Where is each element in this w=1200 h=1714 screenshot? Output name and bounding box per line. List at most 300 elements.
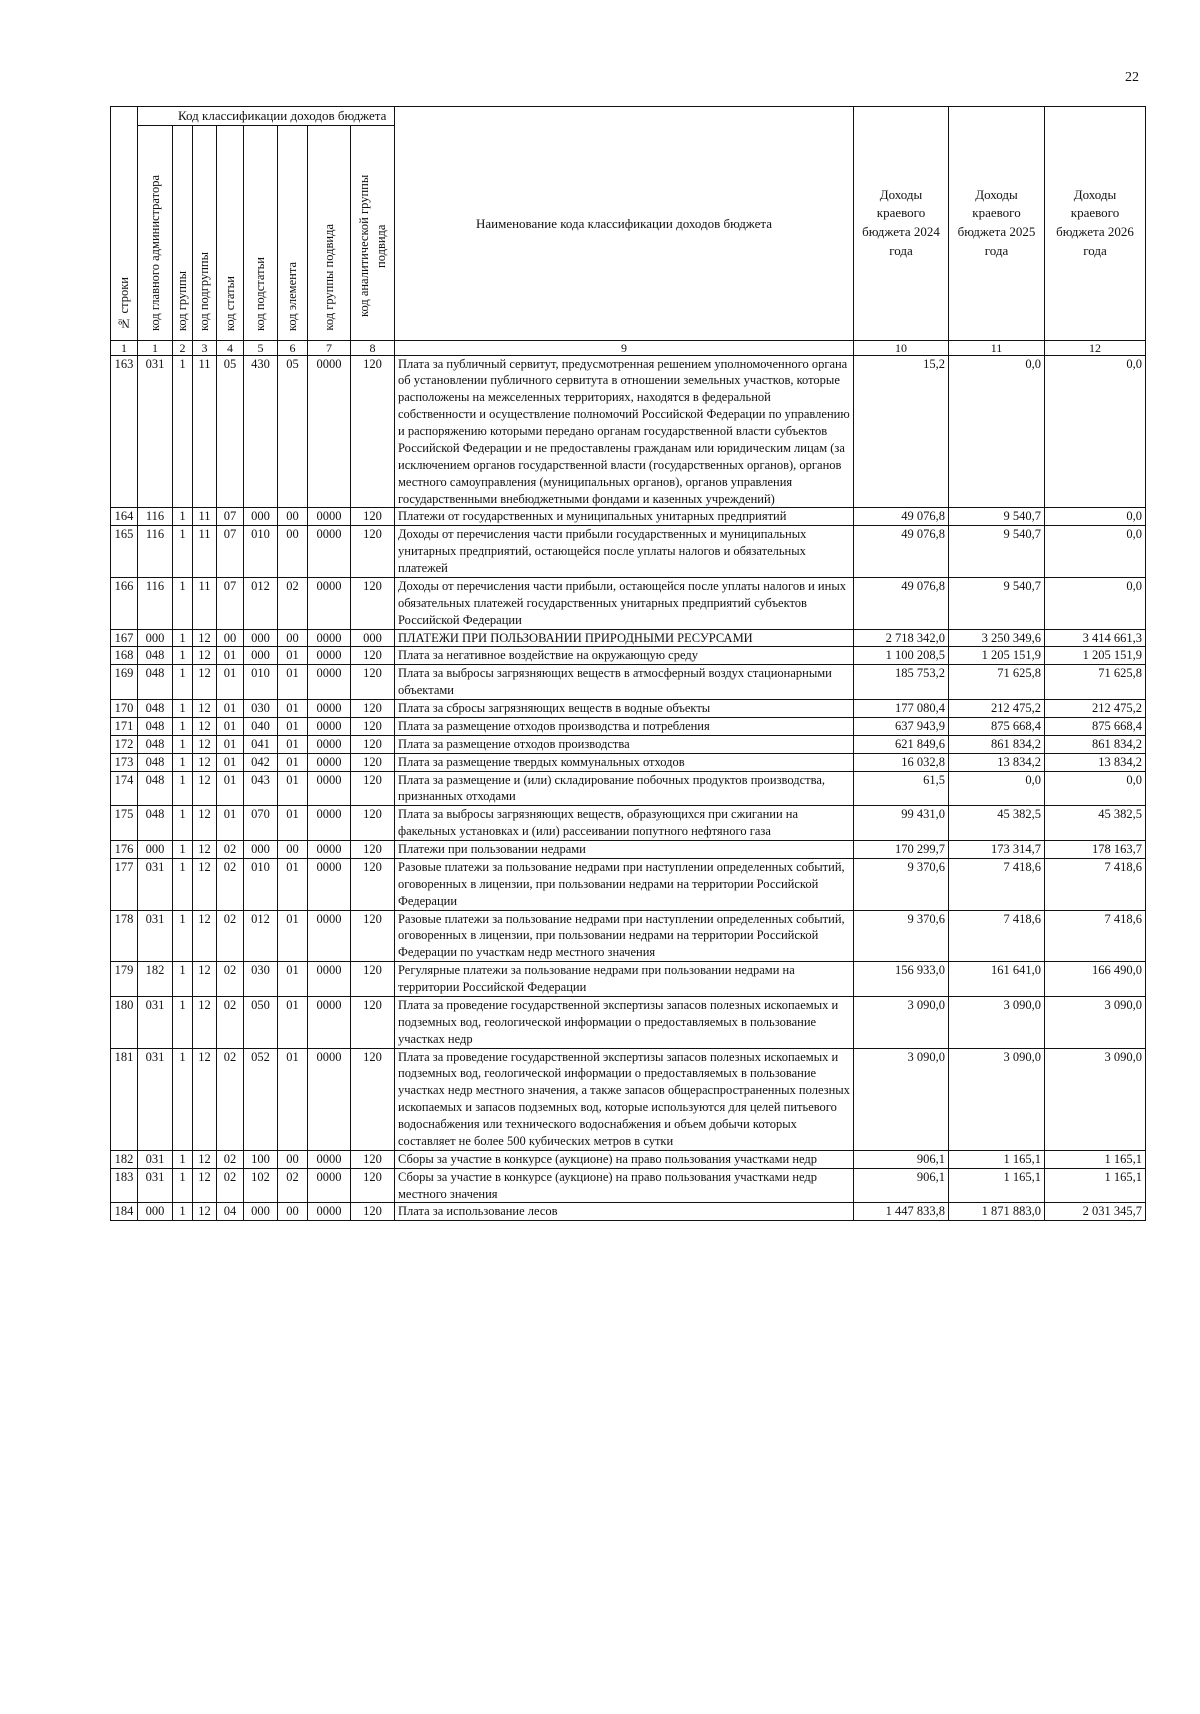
- subarticle-code: 050: [244, 996, 278, 1048]
- element-code: 00: [278, 526, 308, 578]
- table-row: [111, 858, 1146, 910]
- column-number: 3: [193, 340, 217, 355]
- subtype-group-code: 0000: [308, 508, 351, 526]
- income-name: Доходы от перечисления части прибыли государственных и муниципальных унитарных предприятий, остающейся после уплаты налогов и обязательных платежей: [395, 526, 854, 578]
- row-number: 181: [111, 1048, 138, 1150]
- table-row: [111, 1150, 1146, 1168]
- income-2024: 177 080,4: [854, 700, 949, 718]
- subarticle-code: 040: [244, 717, 278, 735]
- article-code: 07: [217, 526, 244, 578]
- income-2025: 161 641,0: [949, 962, 1045, 997]
- article-code: 02: [217, 841, 244, 859]
- income-2025: 45 382,5: [949, 806, 1045, 841]
- admin-code: 031: [138, 355, 173, 508]
- element-code: 01: [278, 910, 308, 962]
- subarticle-code: 100: [244, 1150, 278, 1168]
- income-2024: 1 100 208,5: [854, 647, 949, 665]
- header-subtype-group-code: код группы подвида: [308, 125, 351, 340]
- article-code: 02: [217, 996, 244, 1048]
- subtype-group-code: 0000: [308, 1150, 351, 1168]
- row-number: 170: [111, 700, 138, 718]
- income-2026: 71 625,8: [1045, 665, 1146, 700]
- header-subgroup-code: код подгруппы: [193, 125, 217, 340]
- table-row: [111, 910, 1146, 962]
- analytic-group-code: 120: [351, 910, 395, 962]
- admin-code: 048: [138, 647, 173, 665]
- article-code: 02: [217, 1168, 244, 1203]
- page-number: 22: [1125, 70, 1139, 85]
- income-2025: 9 540,7: [949, 526, 1045, 578]
- table-row: [111, 577, 1146, 629]
- income-2024: 15,2: [854, 355, 949, 508]
- subgroup-code: 12: [193, 806, 217, 841]
- income-name: Плата за публичный сервитут, предусмотренная решением уполномоченного органа об установлении публичного сервитута в отношении земельных участков, которые расположены на межселенных территориях, находятся в федеральной собственности и осуществление полномочий Российской Федерации по управлению и распоряжению которыми передано органам государственной власти субъектов Российской Федерации и не предоставлены гражданам или юридическим лицам (за исключением органов государственной власти (государственных органов), органов местного самоуправления (муниципальных органов), органов управления государственными внебюджетными фондами и казенных учреждений): [395, 355, 854, 508]
- income-2024: 185 753,2: [854, 665, 949, 700]
- subarticle-code: 041: [244, 735, 278, 753]
- group-code: 1: [173, 771, 193, 806]
- element-code: 01: [278, 962, 308, 997]
- analytic-group-code: 120: [351, 735, 395, 753]
- row-number: 180: [111, 996, 138, 1048]
- income-2026: 875 668,4: [1045, 717, 1146, 735]
- subgroup-code: 12: [193, 1048, 217, 1150]
- budget-income-table: [110, 106, 1146, 1221]
- income-2025: 9 540,7: [949, 577, 1045, 629]
- income-name: Плата за размещение отходов производства: [395, 735, 854, 753]
- subtype-group-code: 0000: [308, 526, 351, 578]
- article-code: 02: [217, 962, 244, 997]
- income-2024: 99 431,0: [854, 806, 949, 841]
- income-2025: 173 314,7: [949, 841, 1045, 859]
- article-code: 02: [217, 1048, 244, 1150]
- element-code: 05: [278, 355, 308, 508]
- analytic-group-code: 120: [351, 962, 395, 997]
- article-code: 01: [217, 753, 244, 771]
- admin-code: 048: [138, 717, 173, 735]
- subgroup-code: 12: [193, 717, 217, 735]
- admin-code: 031: [138, 858, 173, 910]
- income-2026: 212 475,2: [1045, 700, 1146, 718]
- income-name: Сборы за участие в конкурсе (аукционе) на право пользования участками недр: [395, 1150, 854, 1168]
- income-2025: 212 475,2: [949, 700, 1045, 718]
- row-number: 183: [111, 1168, 138, 1203]
- income-2024: 16 032,8: [854, 753, 949, 771]
- element-code: 01: [278, 735, 308, 753]
- income-2026: 45 382,5: [1045, 806, 1146, 841]
- group-code: 1: [173, 508, 193, 526]
- table-row: [111, 647, 1146, 665]
- table-row: [111, 841, 1146, 859]
- element-code: 02: [278, 1168, 308, 1203]
- row-number: 165: [111, 526, 138, 578]
- article-code: 02: [217, 858, 244, 910]
- admin-code: 031: [138, 1048, 173, 1150]
- income-2025: 0,0: [949, 771, 1045, 806]
- analytic-group-code: 120: [351, 717, 395, 735]
- income-2026: 178 163,7: [1045, 841, 1146, 859]
- row-number: 163: [111, 355, 138, 508]
- element-code: 01: [278, 700, 308, 718]
- column-number: 7: [308, 340, 351, 355]
- table-row: [111, 735, 1146, 753]
- income-2026: 0,0: [1045, 771, 1146, 806]
- element-code: 00: [278, 841, 308, 859]
- income-2026: 861 834,2: [1045, 735, 1146, 753]
- article-code: 05: [217, 355, 244, 508]
- group-code: 1: [173, 1203, 193, 1221]
- subtype-group-code: 0000: [308, 753, 351, 771]
- analytic-group-code: 120: [351, 1048, 395, 1150]
- income-2025: 9 540,7: [949, 508, 1045, 526]
- row-number: 177: [111, 858, 138, 910]
- admin-code: 182: [138, 962, 173, 997]
- table-row: [111, 526, 1146, 578]
- income-2026: 0,0: [1045, 526, 1146, 578]
- row-number: 168: [111, 647, 138, 665]
- table-row: [111, 665, 1146, 700]
- income-2024: 9 370,6: [854, 858, 949, 910]
- analytic-group-code: 120: [351, 647, 395, 665]
- table-row: [111, 996, 1146, 1048]
- income-2024: 2 718 342,0: [854, 629, 949, 647]
- subarticle-code: 042: [244, 753, 278, 771]
- income-2024: 49 076,8: [854, 526, 949, 578]
- admin-code: 000: [138, 629, 173, 647]
- analytic-group-code: 000: [351, 629, 395, 647]
- table-row: [111, 508, 1146, 526]
- subarticle-code: 010: [244, 526, 278, 578]
- admin-code: 031: [138, 996, 173, 1048]
- income-2024: 906,1: [854, 1150, 949, 1168]
- analytic-group-code: 120: [351, 771, 395, 806]
- subarticle-code: 052: [244, 1048, 278, 1150]
- column-number: 1: [111, 340, 138, 355]
- income-2025: 1 165,1: [949, 1168, 1045, 1203]
- subarticle-code: 000: [244, 841, 278, 859]
- element-code: 01: [278, 665, 308, 700]
- subtype-group-code: 0000: [308, 647, 351, 665]
- subgroup-code: 12: [193, 1150, 217, 1168]
- income-2026: 7 418,6: [1045, 910, 1146, 962]
- subgroup-code: 12: [193, 629, 217, 647]
- header-analytic-group-code: код аналитической группы подвида: [351, 125, 395, 340]
- article-code: 02: [217, 1150, 244, 1168]
- subgroup-code: 12: [193, 665, 217, 700]
- analytic-group-code: 120: [351, 355, 395, 508]
- header-classification-code: Код классификации доходов бюджета: [138, 107, 395, 126]
- subgroup-code: 12: [193, 996, 217, 1048]
- header-element-code: код элемента: [278, 125, 308, 340]
- income-name: Доходы от перечисления части прибыли, остающейся после уплаты налогов и иных обязательных платежей государственных унитарных предприятий субъектов Российской Федерации: [395, 577, 854, 629]
- subgroup-code: 12: [193, 962, 217, 997]
- income-name: Разовые платежи за пользование недрами при наступлении определенных событий, оговоренных в лицензии, при пользовании недрами на территории Российской Федерации по участкам недр местного значения: [395, 910, 854, 962]
- group-code: 1: [173, 1168, 193, 1203]
- element-code: 01: [278, 771, 308, 806]
- group-code: 1: [173, 665, 193, 700]
- income-name: Платежи при пользовании недрами: [395, 841, 854, 859]
- subarticle-code: 010: [244, 858, 278, 910]
- table-row: [111, 806, 1146, 841]
- income-name: Сборы за участие в конкурсе (аукционе) на право пользования участками недр местного значения: [395, 1168, 854, 1203]
- article-code: 07: [217, 577, 244, 629]
- subgroup-code: 12: [193, 910, 217, 962]
- subgroup-code: 12: [193, 841, 217, 859]
- group-code: 1: [173, 1150, 193, 1168]
- group-code: 1: [173, 700, 193, 718]
- admin-code: 048: [138, 735, 173, 753]
- admin-code: 116: [138, 526, 173, 578]
- table-row: [111, 1203, 1146, 1221]
- table-row: [111, 1168, 1146, 1203]
- element-code: 01: [278, 858, 308, 910]
- income-name: Плата за выбросы загрязняющих веществ в атмосферный воздух стационарными объектами: [395, 665, 854, 700]
- table-row: [111, 771, 1146, 806]
- element-code: 01: [278, 996, 308, 1048]
- subtype-group-code: 0000: [308, 962, 351, 997]
- element-code: 01: [278, 806, 308, 841]
- subtype-group-code: 0000: [308, 665, 351, 700]
- subgroup-code: 12: [193, 735, 217, 753]
- table-row: [111, 717, 1146, 735]
- subarticle-code: 010: [244, 665, 278, 700]
- subtype-group-code: 0000: [308, 858, 351, 910]
- analytic-group-code: 120: [351, 577, 395, 629]
- analytic-group-code: 120: [351, 1203, 395, 1221]
- income-2024: 156 933,0: [854, 962, 949, 997]
- subtype-group-code: 0000: [308, 700, 351, 718]
- subgroup-code: 11: [193, 526, 217, 578]
- income-2026: 2 031 345,7: [1045, 1203, 1146, 1221]
- element-code: 01: [278, 647, 308, 665]
- group-code: 1: [173, 962, 193, 997]
- group-code: 1: [173, 735, 193, 753]
- article-code: 01: [217, 806, 244, 841]
- header-row-number: № строки: [111, 107, 138, 341]
- subtype-group-code: 0000: [308, 1048, 351, 1150]
- income-2026: 0,0: [1045, 508, 1146, 526]
- row-number: 176: [111, 841, 138, 859]
- income-name: Плата за выбросы загрязняющих веществ, образующихся при сжигании на факельных установках и (или) рассеивании попутного нефтяного газа: [395, 806, 854, 841]
- row-number: 171: [111, 717, 138, 735]
- subtype-group-code: 0000: [308, 577, 351, 629]
- income-name: Регулярные платежи за пользование недрами при пользовании недрами на территории Российской Федерации: [395, 962, 854, 997]
- row-number: 173: [111, 753, 138, 771]
- income-2026: 3 090,0: [1045, 996, 1146, 1048]
- header-income-2025: Доходы краевого бюджета 2025 года: [949, 107, 1045, 341]
- admin-code: 000: [138, 1203, 173, 1221]
- analytic-group-code: 120: [351, 841, 395, 859]
- income-2024: 3 090,0: [854, 996, 949, 1048]
- admin-code: 048: [138, 665, 173, 700]
- subarticle-code: 043: [244, 771, 278, 806]
- subarticle-code: 102: [244, 1168, 278, 1203]
- group-code: 1: [173, 753, 193, 771]
- article-code: 04: [217, 1203, 244, 1221]
- column-number: 11: [949, 340, 1045, 355]
- article-code: 01: [217, 665, 244, 700]
- income-2026: 13 834,2: [1045, 753, 1146, 771]
- article-code: 02: [217, 910, 244, 962]
- subarticle-code: 000: [244, 629, 278, 647]
- header-group-code: код группы: [173, 125, 193, 340]
- subtype-group-code: 0000: [308, 1203, 351, 1221]
- subtype-group-code: 0000: [308, 841, 351, 859]
- table-row: [111, 700, 1146, 718]
- income-name: Плата за размещение твердых коммунальных отходов: [395, 753, 854, 771]
- analytic-group-code: 120: [351, 1150, 395, 1168]
- analytic-group-code: 120: [351, 858, 395, 910]
- subgroup-code: 12: [193, 1203, 217, 1221]
- subtype-group-code: 0000: [308, 717, 351, 735]
- table-body: [111, 355, 1146, 1221]
- income-2025: 7 418,6: [949, 910, 1045, 962]
- table-row: [111, 355, 1146, 508]
- analytic-group-code: 120: [351, 665, 395, 700]
- element-code: 02: [278, 577, 308, 629]
- income-2026: 0,0: [1045, 577, 1146, 629]
- table-row: [111, 629, 1146, 647]
- row-number: 172: [111, 735, 138, 753]
- income-2025: 1 205 151,9: [949, 647, 1045, 665]
- income-2025: 71 625,8: [949, 665, 1045, 700]
- analytic-group-code: 120: [351, 700, 395, 718]
- income-2025: 1 165,1: [949, 1150, 1045, 1168]
- subtype-group-code: 0000: [308, 1168, 351, 1203]
- income-2025: 861 834,2: [949, 735, 1045, 753]
- element-code: 01: [278, 1048, 308, 1150]
- row-number: 164: [111, 508, 138, 526]
- income-2025: 7 418,6: [949, 858, 1045, 910]
- element-code: 00: [278, 1203, 308, 1221]
- income-2025: 0,0: [949, 355, 1045, 508]
- income-2025: 875 668,4: [949, 717, 1045, 735]
- table-row: [111, 962, 1146, 997]
- subarticle-code: 070: [244, 806, 278, 841]
- income-2024: 3 090,0: [854, 1048, 949, 1150]
- income-2024: 170 299,7: [854, 841, 949, 859]
- subarticle-code: 012: [244, 577, 278, 629]
- income-2024: 61,5: [854, 771, 949, 806]
- row-number: 167: [111, 629, 138, 647]
- admin-code: 048: [138, 771, 173, 806]
- group-code: 1: [173, 996, 193, 1048]
- column-number: 10: [854, 340, 949, 355]
- analytic-group-code: 120: [351, 753, 395, 771]
- group-code: 1: [173, 647, 193, 665]
- subtype-group-code: 0000: [308, 806, 351, 841]
- subgroup-code: 11: [193, 508, 217, 526]
- admin-code: 031: [138, 910, 173, 962]
- row-number: 166: [111, 577, 138, 629]
- element-code: 00: [278, 1150, 308, 1168]
- column-number: 5: [244, 340, 278, 355]
- column-number: 8: [351, 340, 395, 355]
- income-2026: 3 090,0: [1045, 1048, 1146, 1150]
- element-code: 01: [278, 717, 308, 735]
- group-code: 1: [173, 717, 193, 735]
- admin-code: 116: [138, 577, 173, 629]
- income-2024: 621 849,6: [854, 735, 949, 753]
- column-number: 6: [278, 340, 308, 355]
- article-code: 01: [217, 771, 244, 806]
- income-2025: 3 250 349,6: [949, 629, 1045, 647]
- column-number: 1: [138, 340, 173, 355]
- article-code: 01: [217, 735, 244, 753]
- income-2026: 1 165,1: [1045, 1168, 1146, 1203]
- income-name: ПЛАТЕЖИ ПРИ ПОЛЬЗОВАНИИ ПРИРОДНЫМИ РЕСУРСАМИ: [395, 629, 854, 647]
- subgroup-code: 12: [193, 771, 217, 806]
- row-number: 175: [111, 806, 138, 841]
- income-2024: 1 447 833,8: [854, 1203, 949, 1221]
- admin-code: 116: [138, 508, 173, 526]
- subtype-group-code: 0000: [308, 771, 351, 806]
- subtype-group-code: 0000: [308, 910, 351, 962]
- admin-code: 031: [138, 1168, 173, 1203]
- analytic-group-code: 120: [351, 996, 395, 1048]
- group-code: 1: [173, 526, 193, 578]
- subtype-group-code: 0000: [308, 996, 351, 1048]
- column-number: 4: [217, 340, 244, 355]
- analytic-group-code: 120: [351, 508, 395, 526]
- subgroup-code: 11: [193, 577, 217, 629]
- subgroup-code: 12: [193, 753, 217, 771]
- income-2025: 3 090,0: [949, 996, 1045, 1048]
- group-code: 1: [173, 629, 193, 647]
- table-header: [111, 107, 1146, 356]
- income-name: Плата за негативное воздействие на окружающую среду: [395, 647, 854, 665]
- income-2025: 13 834,2: [949, 753, 1045, 771]
- header-admin-code: код главного администратора: [138, 125, 173, 340]
- admin-code: 000: [138, 841, 173, 859]
- subarticle-code: 000: [244, 508, 278, 526]
- header-income-2026: Доходы краевого бюджета 2026 года: [1045, 107, 1146, 341]
- income-2026: 166 490,0: [1045, 962, 1146, 997]
- subgroup-code: 12: [193, 647, 217, 665]
- analytic-group-code: 120: [351, 806, 395, 841]
- subtype-group-code: 0000: [308, 629, 351, 647]
- article-code: 07: [217, 508, 244, 526]
- admin-code: 048: [138, 806, 173, 841]
- subtype-group-code: 0000: [308, 735, 351, 753]
- table-row: [111, 1048, 1146, 1150]
- row-number: 178: [111, 910, 138, 962]
- subgroup-code: 12: [193, 1168, 217, 1203]
- income-name: Плата за размещение отходов производства и потребления: [395, 717, 854, 735]
- admin-code: 031: [138, 1150, 173, 1168]
- analytic-group-code: 120: [351, 1168, 395, 1203]
- article-code: 01: [217, 700, 244, 718]
- header-article-code: код статьи: [217, 125, 244, 340]
- row-number: 182: [111, 1150, 138, 1168]
- income-name: Плата за проведение государственной экспертизы запасов полезных ископаемых и подземных вод, геологической информации о предоставляемых в пользование участках недр местного значения, а также запасов общераспространенных полезных ископаемых и запасов подземных вод, которые используются для целей питьевого водоснабжения или технического водоснабжения и объем добычи которых составляет не более 500 кубических метров в сутки: [395, 1048, 854, 1150]
- subarticle-code: 030: [244, 700, 278, 718]
- subtype-group-code: 0000: [308, 355, 351, 508]
- income-2024: 49 076,8: [854, 508, 949, 526]
- income-name: Плата за использование лесов: [395, 1203, 854, 1221]
- column-number: 2: [173, 340, 193, 355]
- income-2024: 637 943,9: [854, 717, 949, 735]
- income-2024: 49 076,8: [854, 577, 949, 629]
- element-code: 01: [278, 753, 308, 771]
- subarticle-code: 000: [244, 1203, 278, 1221]
- income-2026: 3 414 661,3: [1045, 629, 1146, 647]
- group-code: 1: [173, 1048, 193, 1150]
- column-number: 9: [395, 340, 854, 355]
- subgroup-code: 12: [193, 858, 217, 910]
- table-row: [111, 753, 1146, 771]
- group-code: 1: [173, 858, 193, 910]
- article-code: 01: [217, 647, 244, 665]
